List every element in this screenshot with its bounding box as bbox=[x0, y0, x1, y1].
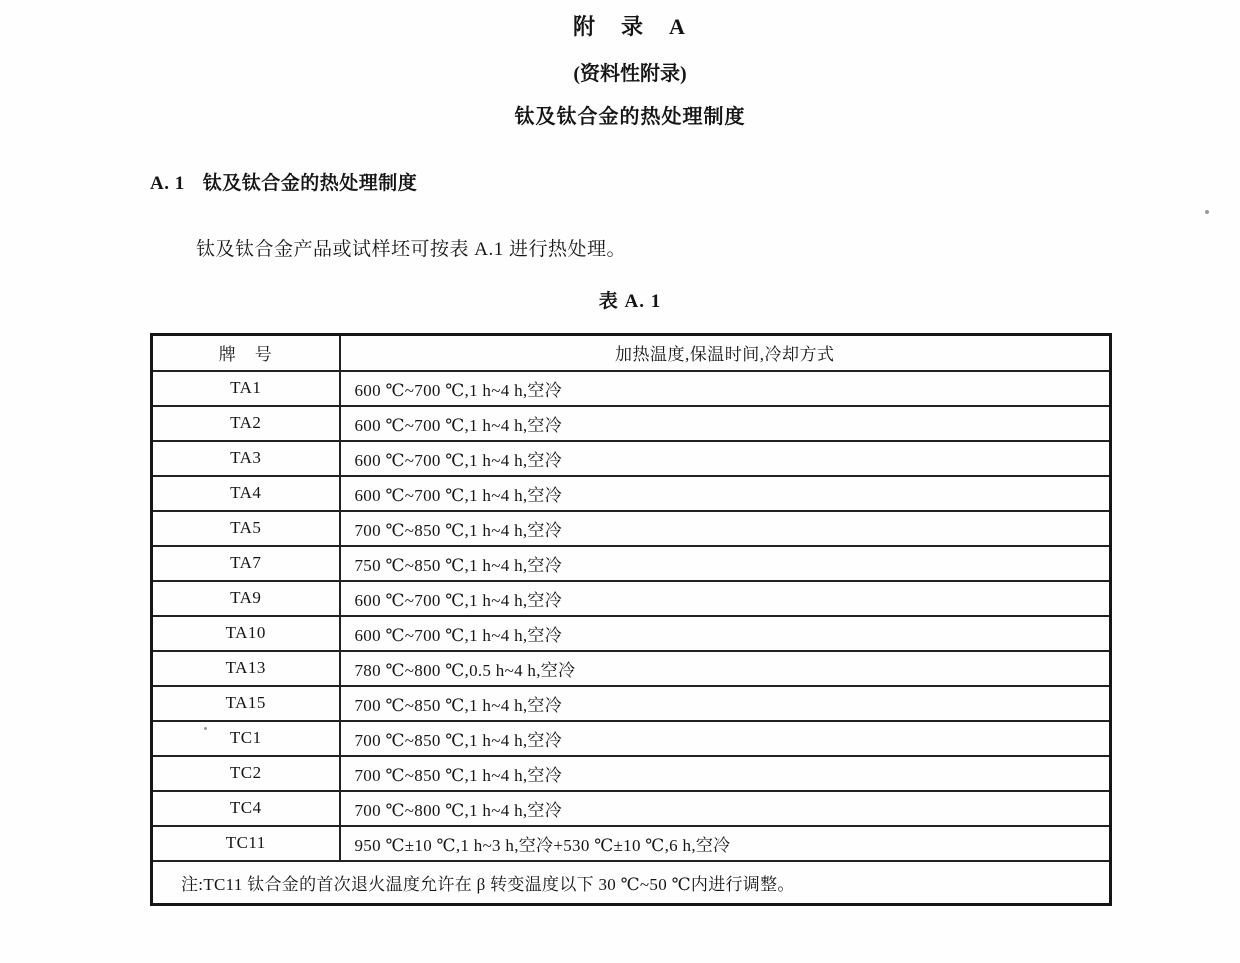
process-cell: 700 ℃~850 ℃,1 h~4 h,空冷 bbox=[340, 686, 1111, 721]
process-cell: 600 ℃~700 ℃,1 h~4 h,空冷 bbox=[340, 476, 1111, 511]
grade-cell: TA1 bbox=[152, 371, 340, 406]
table-row bbox=[152, 756, 1111, 791]
grade-cell: TA3 bbox=[152, 441, 340, 476]
appendix-header bbox=[20, 10, 1240, 129]
appendix-heading: 钛及钛合金的热处理制度 bbox=[514, 106, 746, 128]
table-row bbox=[152, 511, 1111, 546]
table-row bbox=[152, 371, 1111, 406]
process-cell: 700 ℃~850 ℃,1 h~4 h,空冷 bbox=[340, 721, 1111, 756]
process-cell: 600 ℃~700 ℃,1 h~4 h,空冷 bbox=[340, 441, 1111, 476]
table-row bbox=[152, 826, 1111, 861]
heat-treatment-table bbox=[150, 333, 1112, 906]
grade-cell: TC11 bbox=[152, 826, 340, 861]
table-note: 注:TC11 钛合金的首次退火温度允许在 β 转变温度以下 30 ℃~50 ℃内进行调整。 bbox=[152, 861, 1111, 905]
process-cell: 700 ℃~850 ℃,1 h~4 h,空冷 bbox=[340, 756, 1111, 791]
process-column-header: 加热温度,保温时间,冷却方式 bbox=[340, 335, 1111, 371]
grade-cell: TC2 bbox=[152, 756, 340, 791]
process-cell: 780 ℃~800 ℃,0.5 h~4 h,空冷 bbox=[340, 651, 1111, 686]
appendix-title: 附 录 A bbox=[573, 14, 687, 39]
section-heading bbox=[150, 168, 417, 195]
table-row bbox=[152, 546, 1111, 581]
table-body bbox=[152, 371, 1111, 861]
table-head bbox=[152, 335, 1111, 371]
table-row bbox=[152, 721, 1111, 756]
table-foot bbox=[152, 861, 1111, 905]
table-note-row bbox=[152, 861, 1111, 905]
grade-cell: TA13 bbox=[152, 651, 340, 686]
process-cell: 750 ℃~850 ℃,1 h~4 h,空冷 bbox=[340, 546, 1111, 581]
grade-cell: TA4 bbox=[152, 476, 340, 511]
grade-cell: TA10 bbox=[152, 616, 340, 651]
grade-cell: TC1 bbox=[152, 721, 340, 756]
table-row bbox=[152, 406, 1111, 441]
grade-cell: TC4 bbox=[152, 791, 340, 826]
table-row bbox=[152, 581, 1111, 616]
grade-cell: TA5 bbox=[152, 511, 340, 546]
process-cell: 600 ℃~700 ℃,1 h~4 h,空冷 bbox=[340, 371, 1111, 406]
table-row bbox=[152, 791, 1111, 826]
process-cell: 700 ℃~850 ℃,1 h~4 h,空冷 bbox=[340, 511, 1111, 546]
process-cell: 600 ℃~700 ℃,1 h~4 h,空冷 bbox=[340, 616, 1111, 651]
body-paragraph: 钛及钛合金产品或试样坯可按表 A.1 进行热处理。 bbox=[196, 239, 626, 260]
table-row bbox=[152, 476, 1111, 511]
appendix-subtitle: (资料性附录) bbox=[573, 63, 687, 85]
table-caption: 表 A. 1 bbox=[598, 291, 662, 312]
process-cell: 950 ℃±10 ℃,1 h~3 h,空冷+530 ℃±10 ℃,6 h,空冷 bbox=[340, 826, 1111, 861]
table-row bbox=[152, 686, 1111, 721]
table-row bbox=[152, 616, 1111, 651]
section-title: 钛及钛合金的热处理制度 bbox=[202, 173, 418, 194]
grade-cell: TA9 bbox=[152, 581, 340, 616]
table-header-row bbox=[152, 335, 1111, 371]
grade-cell: TA2 bbox=[152, 406, 340, 441]
table-row bbox=[152, 651, 1111, 686]
grade-cell: TA15 bbox=[152, 686, 340, 721]
scan-speck bbox=[1205, 210, 1209, 214]
table-row bbox=[152, 441, 1111, 476]
process-cell: 700 ℃~800 ℃,1 h~4 h,空冷 bbox=[340, 791, 1111, 826]
grade-column-header: 牌 号 bbox=[152, 335, 340, 371]
process-cell: 600 ℃~700 ℃,1 h~4 h,空冷 bbox=[340, 581, 1111, 616]
process-cell: 600 ℃~700 ℃,1 h~4 h,空冷 bbox=[340, 406, 1111, 441]
scan-speck bbox=[204, 727, 207, 730]
section-number: A. 1 bbox=[150, 173, 185, 194]
grade-cell: TA7 bbox=[152, 546, 340, 581]
